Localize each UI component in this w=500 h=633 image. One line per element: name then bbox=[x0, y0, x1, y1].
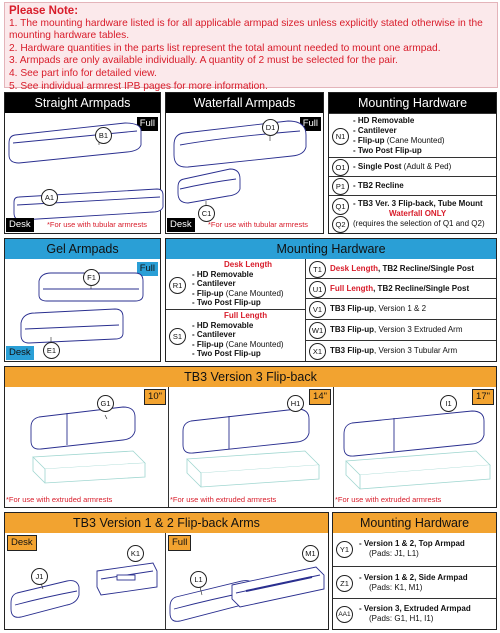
tb3v12-desk-cell bbox=[5, 533, 166, 629]
hardware-line: - Version 1 & 2, Top Armpad bbox=[359, 539, 465, 548]
hardware-id-badge: U1 bbox=[309, 281, 326, 298]
hardware-line: - Two Post Flip-up bbox=[192, 349, 261, 359]
hardware-desc bbox=[359, 539, 465, 559]
desk-tag: Desk bbox=[167, 218, 195, 232]
hardware-line: , TB2 Recline/Single Post bbox=[378, 264, 475, 273]
size-tag: 17" bbox=[472, 389, 494, 405]
note-item: 5. See individual armrest IPB pages for more information. bbox=[9, 80, 268, 92]
callout-k1: K1 bbox=[127, 545, 144, 562]
callout-b1: B1 bbox=[95, 127, 112, 144]
straight-armpad-illustration bbox=[5, 93, 162, 235]
hardware-suffix: (Pads: J1, L1) bbox=[369, 549, 419, 558]
hardware-id-badge: W1 bbox=[309, 322, 326, 339]
hardware-line: , TB2 Recline/Single Post bbox=[373, 284, 470, 293]
extruded-note: *For use with extruded armrests bbox=[170, 495, 277, 504]
mounting-hardware-panel-3 bbox=[332, 512, 497, 630]
tb3v12-full-cell bbox=[166, 533, 328, 629]
panel-title: Mounting Hardware bbox=[166, 239, 496, 259]
callout-c1: C1 bbox=[198, 205, 215, 222]
panel-title: Mounting Hardware bbox=[333, 513, 496, 533]
hardware-id-badge: T1 bbox=[309, 261, 326, 278]
callout-i1: I1 bbox=[440, 395, 457, 412]
hardware-suffix: (requires the selection of Q1 and Q2) bbox=[353, 219, 485, 228]
hardware-id-badge: R1 bbox=[169, 277, 186, 294]
tb3v3-cell-17 bbox=[334, 387, 496, 507]
panel-title: Mounting Hardware bbox=[329, 93, 496, 113]
panel-title: TB3 Version 1 & 2 Flip-back Arms bbox=[5, 513, 328, 533]
hardware-suffix: (Pads: G1, H1, I1) bbox=[369, 614, 434, 623]
hardware-line: - HD Removable bbox=[192, 269, 254, 279]
please-note-box bbox=[4, 2, 498, 92]
callout-j1: J1 bbox=[31, 568, 48, 585]
hardware-heading: Desk Length bbox=[224, 260, 273, 269]
hardware-id-badge: V1 bbox=[309, 301, 326, 318]
hardware-desc bbox=[330, 284, 469, 294]
hardware-desc bbox=[192, 260, 284, 308]
desk-tag: Desk bbox=[6, 346, 34, 360]
callout-e1: E1 bbox=[43, 342, 60, 359]
callout-f1: F1 bbox=[83, 269, 100, 286]
callout-m1: M1 bbox=[302, 545, 319, 562]
hardware-suffix: (Pads: K1, M1) bbox=[369, 583, 423, 592]
hardware-desc bbox=[192, 311, 284, 359]
hardware-line: - TB2 Recline bbox=[353, 181, 404, 190]
size-tag: 10" bbox=[144, 389, 166, 405]
hardware-suffix: (Cane Mounted) bbox=[223, 339, 284, 349]
hardware-desc bbox=[330, 264, 474, 274]
extruded-note: *For use with extruded armrests bbox=[335, 495, 442, 504]
extruded-note: *For use with extruded armrests bbox=[6, 495, 113, 504]
tubular-note: *For use with tubular armrests bbox=[208, 220, 309, 229]
waterfall-armpad-illustration bbox=[166, 93, 325, 235]
hardware-row-x1 bbox=[306, 341, 496, 361]
size-tag: 14" bbox=[309, 389, 331, 405]
note-item: 4. See part info for detailed view. bbox=[9, 67, 157, 79]
hardware-line: - Flip-up bbox=[192, 288, 224, 298]
hardware-line: - Two Post Flip-up bbox=[192, 298, 261, 308]
panel-title: Straight Armpads bbox=[5, 93, 160, 113]
callout-g1: G1 bbox=[97, 395, 114, 412]
callout-a1: A1 bbox=[41, 189, 58, 206]
hardware-line: - Flip-up bbox=[353, 136, 385, 145]
hardware-row-n1 bbox=[329, 113, 496, 158]
tb3-version3-panel bbox=[4, 366, 497, 508]
full-tag: Full bbox=[137, 262, 158, 276]
hardware-line: - Version 3, Extruded Armpad bbox=[359, 604, 471, 613]
hardware-warning: Full Length bbox=[330, 284, 374, 293]
hardware-desc bbox=[359, 604, 471, 624]
hardware-suffix: , Version 3 Tubular Arm bbox=[374, 346, 458, 355]
mounting-hardware-panel-1 bbox=[328, 92, 497, 234]
hardware-row-w1 bbox=[306, 320, 496, 341]
hardware-line: - Single Post bbox=[353, 162, 402, 171]
hardware-line: - Flip-up bbox=[192, 339, 224, 349]
callout-h1: H1 bbox=[287, 395, 304, 412]
hardware-id-badge: Z1 bbox=[336, 575, 353, 592]
note-item: 3. Armpads are only available individually. A quantity of 2 must be selected for the pair. bbox=[9, 55, 398, 67]
hardware-desc bbox=[353, 116, 445, 156]
hardware-id-badge: O1 bbox=[332, 159, 349, 176]
hardware-id-badge: S1 bbox=[169, 328, 186, 345]
hardware-id-badge: AA1 bbox=[336, 606, 353, 623]
note-item: 1. The mounting hardware listed is for all applicable armpad sizes unless explicitly stated otherwise in the mounting hardware tables. bbox=[9, 17, 483, 42]
hardware-line: - Cantilever bbox=[353, 126, 397, 135]
hardware-column-right bbox=[306, 259, 496, 361]
hardware-line: - Cantilever bbox=[192, 330, 236, 340]
straight-armpads-panel bbox=[4, 92, 161, 234]
tb3v3-armpad-illustration bbox=[169, 387, 334, 507]
hardware-desc bbox=[353, 199, 485, 229]
hardware-row-p1 bbox=[329, 176, 496, 196]
hardware-id-badge: Y1 bbox=[336, 541, 353, 558]
hardware-desc bbox=[359, 573, 468, 593]
hardware-warning: Desk Length bbox=[330, 264, 379, 273]
hardware-column-left bbox=[166, 259, 306, 361]
desk-tag: Desk bbox=[7, 535, 37, 551]
hardware-line: - Cantilever bbox=[192, 279, 236, 289]
mounting-hardware-panel-2 bbox=[165, 238, 497, 362]
tubular-note: *For use with tubular armrests bbox=[47, 220, 148, 229]
hardware-row-s1 bbox=[166, 310, 306, 361]
tb3v3-cell-10 bbox=[5, 387, 169, 507]
hardware-line: - Version 1 & 2, Side Armpad bbox=[359, 573, 468, 582]
hardware-row-o1 bbox=[329, 157, 496, 177]
hardware-line: - HD Removable bbox=[353, 116, 415, 125]
hardware-desc bbox=[353, 181, 404, 191]
tb3v3-armpad-illustration bbox=[5, 387, 169, 507]
hardware-desc bbox=[330, 304, 426, 314]
full-tag: Full bbox=[168, 535, 191, 551]
hardware-id-badge: P1 bbox=[332, 178, 349, 195]
hardware-id-badge: X1 bbox=[309, 343, 326, 360]
hardware-row-aa1 bbox=[333, 598, 496, 630]
hardware-line: TB3 Flip-up bbox=[330, 304, 374, 313]
hardware-row-u1 bbox=[306, 279, 496, 299]
hardware-row-z1 bbox=[333, 566, 496, 599]
hardware-suffix: (Cane Mounted) bbox=[223, 288, 284, 298]
full-tag: Full bbox=[300, 117, 321, 131]
hardware-row-q1-q2 bbox=[329, 195, 496, 234]
tb3-version12-panel bbox=[4, 512, 329, 630]
tb3v3-armpad-illustration bbox=[334, 387, 496, 507]
panel-title: Gel Armpads bbox=[5, 239, 160, 259]
hardware-row-r1 bbox=[166, 259, 306, 310]
hardware-line: - TB3 Ver. 3 Flip-back, Tube Mount bbox=[353, 199, 483, 208]
hardware-row-v1 bbox=[306, 299, 496, 320]
panel-title: TB3 Version 3 Flip-back bbox=[5, 367, 496, 387]
hardware-id-badge: Q2 bbox=[332, 216, 349, 233]
hardware-row-y1 bbox=[333, 533, 496, 566]
tb3v3-cell-14 bbox=[169, 387, 334, 507]
hardware-heading: Full Length bbox=[224, 311, 268, 320]
note-item: 2. Hardware quantities in the parts list represent the total amount needed to mount one armpad. bbox=[9, 42, 441, 54]
hardware-row-t1 bbox=[306, 259, 496, 279]
hardware-line: TB3 Flip-up bbox=[330, 346, 374, 355]
waterfall-armpads-panel bbox=[165, 92, 324, 234]
hardware-desc bbox=[353, 162, 451, 172]
gel-armpads-panel bbox=[4, 238, 161, 362]
hardware-id-badge: Q1 bbox=[332, 198, 349, 215]
hardware-id-badge: N1 bbox=[332, 128, 349, 145]
hardware-desc bbox=[330, 325, 463, 335]
hardware-suffix: , Version 1 & 2 bbox=[374, 304, 427, 313]
gel-armpad-illustration bbox=[5, 239, 162, 363]
hardware-suffix: (Adult & Ped) bbox=[401, 162, 452, 171]
note-title: Please Note: bbox=[9, 5, 79, 17]
callout-l1: L1 bbox=[190, 571, 207, 588]
hardware-desc bbox=[330, 346, 457, 356]
hardware-line: - Two Post Flip-up bbox=[353, 146, 422, 155]
hardware-line: - HD Removable bbox=[192, 320, 254, 330]
full-tag: Full bbox=[137, 117, 158, 131]
hardware-suffix: (Cane Mounted) bbox=[384, 136, 445, 145]
callout-d1: D1 bbox=[262, 119, 279, 136]
hardware-warning: Waterfall ONLY bbox=[389, 209, 447, 218]
hardware-line: TB3 Flip-up bbox=[330, 325, 374, 334]
desk-tag: Desk bbox=[6, 218, 34, 232]
hardware-suffix: , Version 3 Extruded Arm bbox=[374, 325, 463, 334]
panel-title: Waterfall Armpads bbox=[166, 93, 323, 113]
